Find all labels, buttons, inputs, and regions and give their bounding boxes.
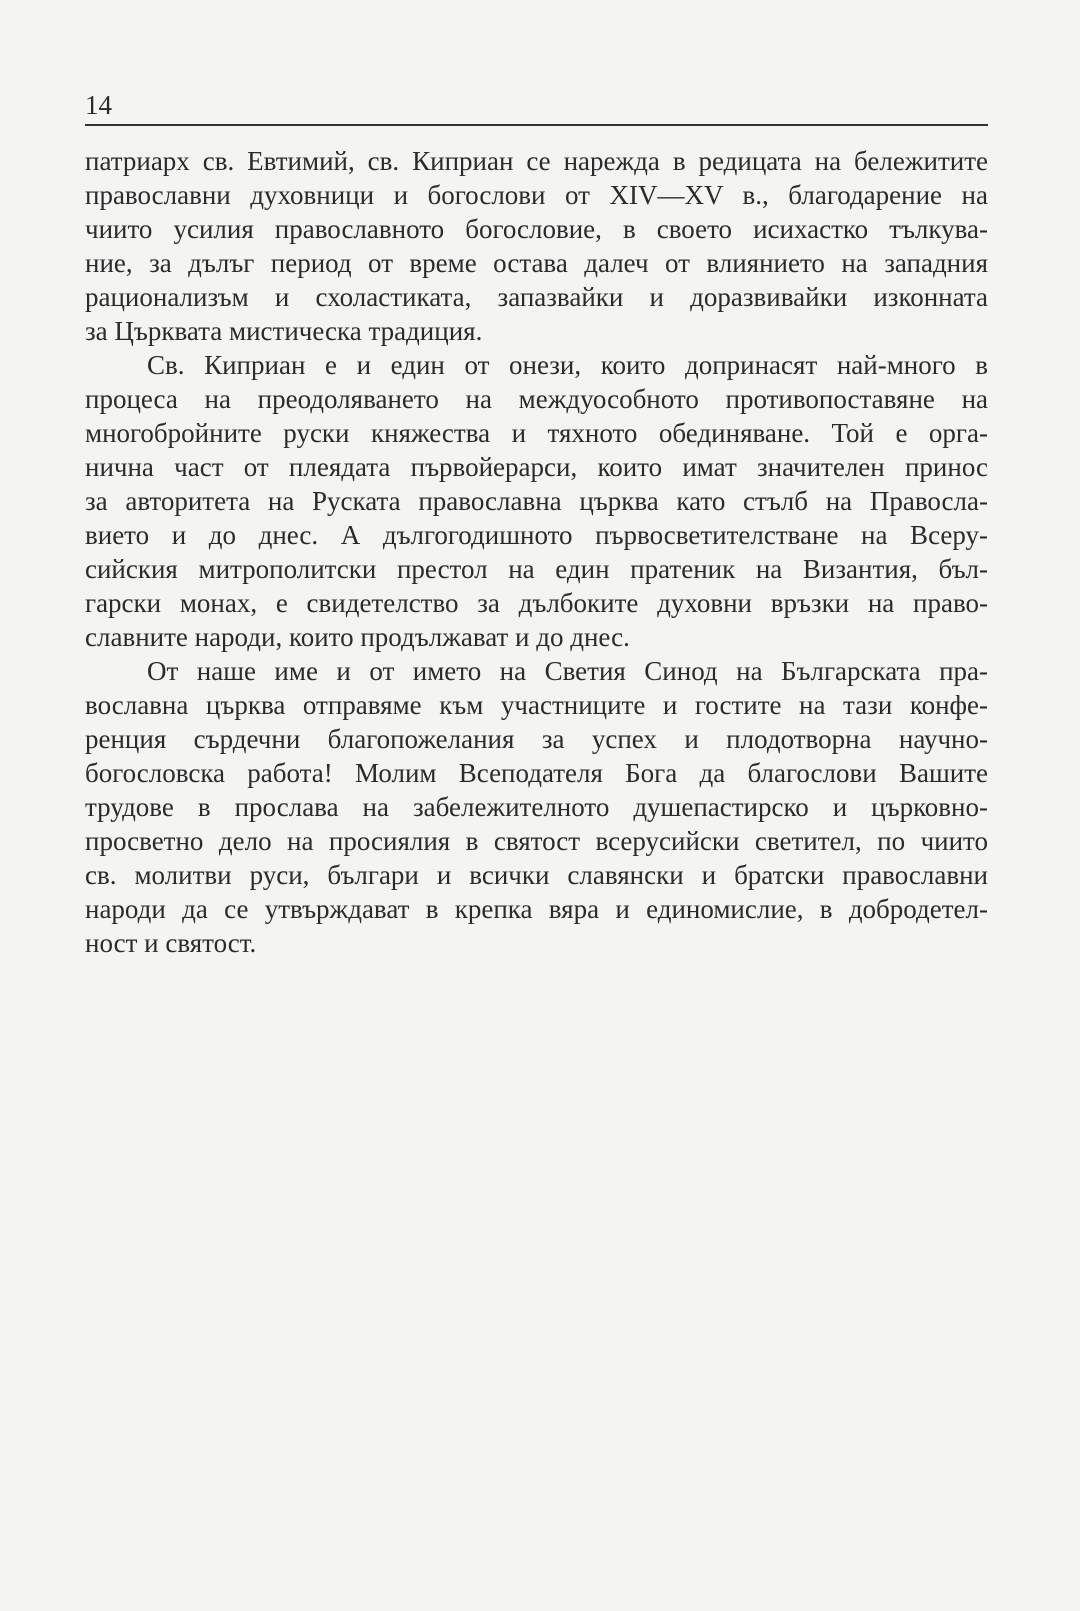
text-line: От наше име и от името на Светия Синод на Българската пра- — [147, 656, 988, 686]
text-line: многобройните руски княжества и тяхното обединяване. Той е орга- — [85, 418, 988, 448]
text-line: гарски монах, е свидетелство за дълбоките духовни връзки на право- — [85, 588, 988, 618]
text-line: вославна църква отправяме към участниците и гостите на тази конфе- — [85, 690, 988, 720]
paragraph-2 — [85, 348, 988, 654]
page-header — [85, 86, 988, 126]
text-line: ренция сърдечни благопожелания за успех и плодотворна научно- — [85, 724, 988, 754]
text-line: богословска работа! Молим Всеподателя Бога да благослови Вашите — [85, 758, 988, 788]
text-line: сийския митрополитски престол на един пратеник на Византия, бъл- — [85, 554, 988, 584]
text-line: просветно дело на просиялия в святост всерусийски светител, по чиито — [85, 826, 988, 856]
text-line: ност и святост. — [85, 928, 257, 958]
paragraph-1 — [85, 144, 988, 348]
text-line: трудове в прослава на забележителното душепастирско и църковно- — [85, 792, 988, 822]
text-line: нична част от плеядата първойерарси, които имат значителен принос — [85, 452, 988, 482]
text-line: за Църквата мистическа традиция. — [85, 316, 483, 346]
text-line: рационализъм и схоластиката, запазвайки и доразвивайки изконната — [85, 282, 988, 312]
page-number: 14 — [85, 90, 112, 120]
text-line: народи да се утвърждават в крепка вяра и единомислие, в добродетел- — [85, 894, 988, 924]
text-line: за авторитета на Руската православна църква като стълб на Правосла- — [85, 486, 988, 516]
header-rule — [85, 124, 988, 126]
text-line: св. молитви руси, българи и всички славянски и братски православни — [85, 860, 988, 890]
paragraph-3 — [85, 654, 988, 960]
body-text — [85, 144, 988, 960]
text-line: процеса на преодоляването на междуособното противопоставяне на — [85, 384, 988, 414]
text-line: Св. Киприан е и един от онези, които допринасят най-много в — [147, 350, 988, 380]
text-line: вието и до днес. А дългогодишното първосветителстване на Всеру- — [85, 520, 988, 550]
text-line: чиито усилия православното богословие, в своето исихастко тълкува- — [85, 214, 988, 244]
text-line: патриарх св. Евтимий, св. Киприан се нарежда в редицата на бележитите — [85, 146, 988, 176]
text-line: ние, за дълъг период от време остава далеч от влиянието на западния — [85, 248, 988, 278]
text-line: славните народи, които продължават и до днес. — [85, 622, 630, 652]
text-line: православни духовници и богослови от XIV—XV в., благодарение на — [85, 180, 988, 210]
